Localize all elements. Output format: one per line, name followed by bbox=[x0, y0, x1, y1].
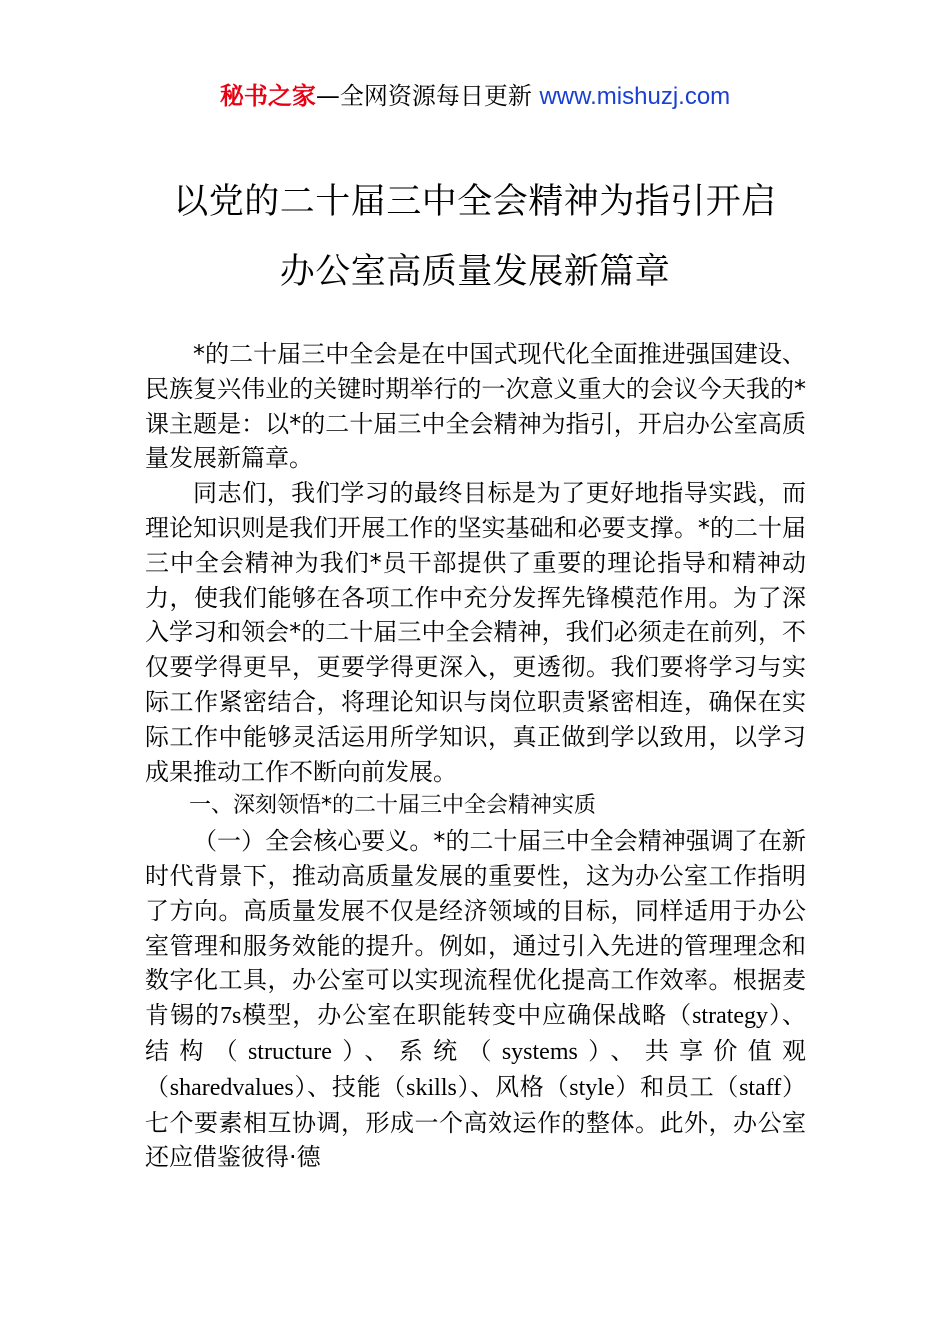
header-url-link[interactable]: www.mishuzj.com bbox=[539, 83, 731, 110]
p3-model-term: 7s bbox=[219, 1003, 242, 1030]
p3-text-5: ）、共享价值观（ bbox=[145, 1036, 807, 1101]
document-title-line-1: 以党的二十届三中全会精神为指引开启 bbox=[173, 182, 777, 222]
p3-text-3: ）、结构（ bbox=[145, 1001, 807, 1065]
p3-term-staff: staff bbox=[739, 1074, 782, 1101]
p3-term-strategy: strategy bbox=[692, 1003, 769, 1030]
document-title-line-2: 办公室高质量发展新篇章 bbox=[279, 252, 671, 292]
brand-name: 秘书之家 bbox=[219, 82, 316, 110]
p3-text-8: ）和员工（ bbox=[614, 1072, 740, 1101]
p3-text-9: ）七个要素相互协调，形成一个高效运作的整体。此外，办公室还应借鉴彼得·德 bbox=[145, 1072, 807, 1172]
p3-term-skills: skills bbox=[406, 1074, 457, 1101]
p3-text-2: 模型，办公室在职能转变中应确保战略（ bbox=[241, 1001, 693, 1030]
p3-term-structure: structure bbox=[247, 1038, 332, 1065]
paragraph-intro: *的二十届三中全会是在中国式现代化全面推进强国建设、民族复兴伟业的关键时期举行的一次意义重大的会议今天我的*课主题是：以*的二十届三中全会精神为指引，开启办公室高质量发展新篇章。 bbox=[145, 340, 806, 473]
site-header bbox=[0, 80, 950, 113]
header-tagline: —全网资源每日更新 bbox=[315, 82, 540, 110]
p3-term-systems: systems bbox=[501, 1038, 578, 1065]
paragraph-core-meaning bbox=[145, 824, 806, 1175]
p3-text-6: ）、技能（ bbox=[293, 1072, 407, 1101]
p3-text-1: （一）全会核心要义。*的二十届三中全会精神强调了在新时代背景下，推动高质量发展的重要性，这为办公室工作指明了方向。高质量发展不仅是经济领域的目标，同样适用于办公室管理和服务效能的提升。例如，通过引入先进的管理理念和数字化工具，办公室可以实现流程优化提高工作效率。根据麦肯锡的 bbox=[145, 827, 806, 1030]
p3-text-7: ）、风格（ bbox=[456, 1072, 570, 1101]
section-heading-1: 一、深刻领悟*的二十届三中全会精神实质 bbox=[189, 793, 597, 819]
p3-term-sharedvalues: sharedvalues bbox=[169, 1074, 294, 1101]
paragraph-comrades: 同志们，我们学习的最终目标是为了更好地指导实践，而理论知识则是我们开展工作的坚实基础和必要支撑。*的二十届三中全会精神为我们*员干部提供了重要的理论指导和精神动力，使我们能够在各项工作中充分发挥先锋模范作用。为了深入学习和领会*的二十届三中全会精神，我们必须走在前列，不仅要学得更早，更要学得更深入，更透彻。我们要将学习与实际工作紧密结合，将理论知识与岗位职责紧密相连，确保在实际工作中能够灵活运用所学知识，真正做到学以致用，以学习成果推动工作不断向前发展。 bbox=[145, 479, 806, 786]
p3-term-style: style bbox=[569, 1074, 615, 1101]
p3-text-4: ）、系统（ bbox=[331, 1036, 502, 1065]
document-body bbox=[145, 337, 806, 1175]
